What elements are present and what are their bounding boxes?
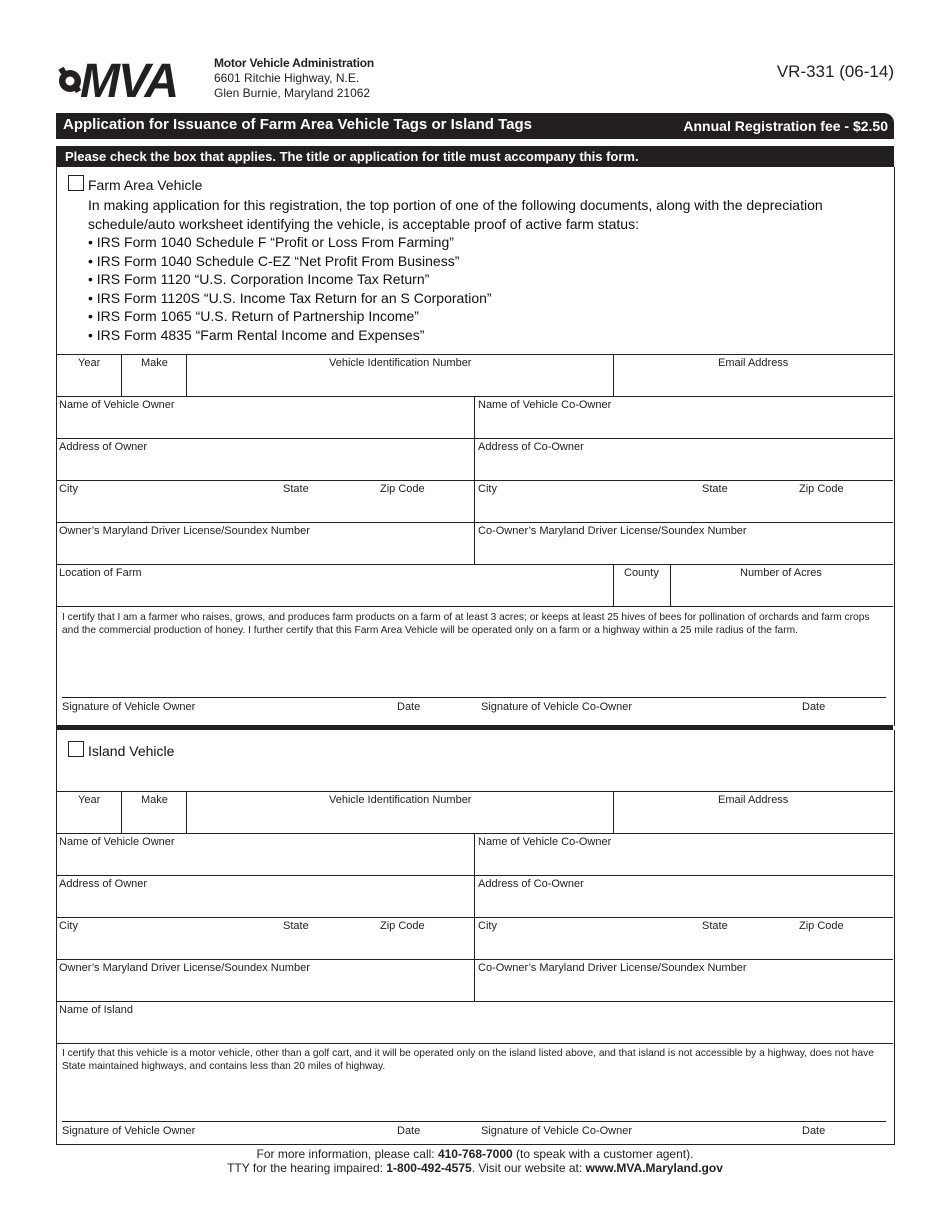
farm-cert-divider: [56, 606, 893, 607]
logo-text: MVA: [80, 56, 178, 100]
farm-date-label-2: Date: [802, 701, 826, 713]
registration-fee: Annual Registration fee - $2.50: [683, 118, 888, 134]
coowner-address-field[interactable]: [474, 876, 894, 918]
footer-line-1: [56, 1147, 894, 1161]
field-label: Year: [78, 794, 101, 806]
field-label: Zip Code: [799, 483, 844, 495]
field-label: State: [702, 483, 728, 495]
field-label: State: [283, 483, 309, 495]
title-bar: [56, 113, 894, 139]
farm-document-list: [88, 233, 858, 344]
island-name-row: [56, 833, 893, 876]
agency-address-1: 6601 Ritchie Highway, N.E.: [214, 71, 360, 85]
island-city-row: [56, 917, 893, 960]
footer: [56, 1147, 894, 1175]
coowner-city-state-zip-field[interactable]: [474, 481, 894, 523]
field-label: Co-Owner’s Maryland Driver License/Soundex Number: [478, 525, 747, 537]
mva-logo: [56, 56, 208, 100]
owner-name-field[interactable]: [56, 397, 474, 439]
make-field[interactable]: [121, 792, 187, 834]
year-field[interactable]: [56, 792, 121, 834]
footer-text: For more information, please call:: [256, 1147, 438, 1161]
farm-location-row: [56, 564, 893, 607]
owner-address-field[interactable]: [56, 439, 474, 481]
island-vehicle-label: Island Vehicle: [88, 743, 175, 759]
field-label: Name of Vehicle Owner: [59, 836, 175, 848]
island-license-row: [56, 959, 893, 1002]
list-item: • IRS Form 1040 Schedule C-EZ “Net Profit From Business”: [88, 252, 858, 271]
island-sig-coowner-label: Signature of Vehicle Co-Owner: [481, 1125, 633, 1137]
field-label: Zip Code: [380, 920, 425, 932]
list-item: • IRS Form 1120 “U.S. Corporation Income Tax Return”: [88, 270, 858, 289]
footer-text: . Visit our website at:: [471, 1161, 586, 1175]
field-label: Zip Code: [380, 483, 425, 495]
field-label: Owner’s Maryland Driver License/Soundex Number: [59, 962, 310, 974]
field-label: Name of Island: [59, 1004, 133, 1016]
year-field[interactable]: [56, 355, 121, 397]
list-item: • IRS Form 1040 Schedule F “Profit or Loss From Farming”: [88, 233, 858, 252]
field-label: Number of Acres: [740, 567, 822, 579]
island-name-of-island-row: [56, 1001, 893, 1044]
owner-city-state-zip-field[interactable]: [56, 481, 474, 523]
agency-name: Motor Vehicle Administration: [214, 56, 374, 70]
county-field[interactable]: [613, 565, 671, 607]
footer-text: (to speak with a customer agent).: [512, 1147, 694, 1161]
instructions-text: Please check the box that applies. The title or application for title must accompany this form.: [65, 149, 639, 164]
coowner-name-field[interactable]: [474, 834, 894, 876]
vin-field[interactable]: [186, 355, 614, 397]
field-label: Address of Co-Owner: [478, 878, 584, 890]
farm-signature-line[interactable]: [62, 697, 886, 698]
field-label: County: [624, 567, 659, 579]
list-item: • IRS Form 4835 “Farm Rental Income and Expenses”: [88, 326, 858, 345]
island-sig-owner-label: Signature of Vehicle Owner: [62, 1125, 196, 1137]
farm-certification: I certify that I am a farmer who raises, grows, and produces farm products on a farm of at least 3 acres; or keeps at least 25 hives of bees for pollination of orchards and farm crops and the commercial production of honey. I further certify that this Farm Area Vehicle will be operated only on a farm or a highway within a 25 mile radius of the farm.: [62, 612, 870, 636]
island-vehicle-checkbox[interactable]: [68, 741, 84, 757]
field-label: Make: [141, 357, 168, 369]
field-label: Vehicle Identification Number: [329, 794, 472, 806]
website-link[interactable]: www.MVA.Maryland.gov: [585, 1161, 723, 1175]
island-name-field[interactable]: [56, 1002, 893, 1044]
field-label: State: [702, 920, 728, 932]
coowner-city-state-zip-field[interactable]: [474, 918, 894, 960]
field-label: Name of Vehicle Owner: [59, 399, 175, 411]
farm-license-row: [56, 522, 893, 565]
field-label: City: [478, 920, 497, 932]
island-certification: I certify that this vehicle is a motor vehicle, other than a golf cart, and it will be operated only on the island listed above, and that island is not accessible by a highway, does not have State maintained highways, and contains less than 20 miles of highway.: [62, 1048, 874, 1072]
owner-license-field[interactable]: [56, 523, 474, 565]
footer-text: TTY for the hearing impaired:: [227, 1161, 387, 1175]
coowner-license-field[interactable]: [474, 960, 894, 1002]
coowner-license-field[interactable]: [474, 523, 894, 565]
farm-vehicle-row: [56, 354, 893, 397]
island-signature-line[interactable]: [62, 1121, 886, 1122]
coowner-address-field[interactable]: [474, 439, 894, 481]
field-label: Make: [141, 794, 168, 806]
instructions-bar: [56, 146, 894, 167]
form-title: Application for Issuance of Farm Area Vehicle Tags or Island Tags: [63, 116, 533, 133]
field-label: Owner’s Maryland Driver License/Soundex Number: [59, 525, 310, 537]
field-label: Name of Vehicle Co-Owner: [478, 399, 612, 411]
field-label: City: [59, 483, 78, 495]
vin-field[interactable]: [186, 792, 614, 834]
farm-city-row: [56, 480, 893, 523]
make-field[interactable]: [121, 355, 187, 397]
field-label: City: [478, 483, 497, 495]
email-field[interactable]: [613, 792, 894, 834]
agency-block: [214, 56, 374, 101]
field-label: Zip Code: [799, 920, 844, 932]
gear-icon: [58, 67, 81, 93]
farm-vehicle-checkbox[interactable]: [68, 175, 84, 191]
field-label: Vehicle Identification Number: [329, 357, 472, 369]
island-date-label: Date: [397, 1125, 421, 1137]
form-number: VR-331 (06-14): [776, 62, 894, 81]
field-label: Co-Owner’s Maryland Driver License/Soundex Number: [478, 962, 747, 974]
owner-city-state-zip-field[interactable]: [56, 918, 474, 960]
coowner-name-field[interactable]: [474, 397, 894, 439]
farm-address-row: [56, 438, 893, 481]
farm-name-row: [56, 396, 893, 439]
field-label: Email Address: [718, 794, 789, 806]
island-address-row: [56, 875, 893, 918]
owner-license-field[interactable]: [56, 960, 474, 1002]
owner-name-field[interactable]: [56, 834, 474, 876]
farm-location-field[interactable]: [56, 565, 613, 607]
tty-number[interactable]: 1-800-492-4575: [386, 1161, 472, 1175]
email-field[interactable]: [613, 355, 894, 397]
farm-vehicle-label: Farm Area Vehicle: [88, 177, 203, 193]
farm-sig-owner-label: Signature of Vehicle Owner: [62, 701, 196, 713]
list-item: • IRS Form 1120S “U.S. Income Tax Return for an S Corporation”: [88, 289, 858, 308]
field-label: Location of Farm: [59, 567, 142, 579]
farm-sig-coowner-label: Signature of Vehicle Co-Owner: [481, 701, 633, 713]
farm-date-label: Date: [397, 701, 421, 713]
acres-field[interactable]: [670, 565, 894, 607]
field-label: Name of Vehicle Co-Owner: [478, 836, 612, 848]
owner-address-field[interactable]: [56, 876, 474, 918]
island-vehicle-row: [56, 791, 893, 834]
farm-intro: In making application for this registration, the top portion of one of the following documents, along with the depreciation schedule/auto worksheet identifying the vehicle, is acceptable proof of active farm status:: [88, 197, 823, 232]
phone-number[interactable]: 410-768-7000: [437, 1147, 513, 1161]
island-cert-divider: [56, 1043, 893, 1044]
field-label: Address of Owner: [59, 878, 148, 890]
agency-address-2: Glen Burnie, Maryland 21062: [214, 86, 371, 100]
field-label: Year: [78, 357, 101, 369]
field-label: Address of Co-Owner: [478, 441, 584, 453]
field-label: City: [59, 920, 78, 932]
field-label: Email Address: [718, 357, 789, 369]
field-label: Address of Owner: [59, 441, 148, 453]
island-date-label-2: Date: [802, 1125, 826, 1137]
field-label: State: [283, 920, 309, 932]
farm-proof-paragraph: [88, 196, 858, 344]
list-item: • IRS Form 1065 “U.S. Return of Partnership Income”: [88, 307, 858, 326]
footer-line-2: [56, 1161, 894, 1175]
